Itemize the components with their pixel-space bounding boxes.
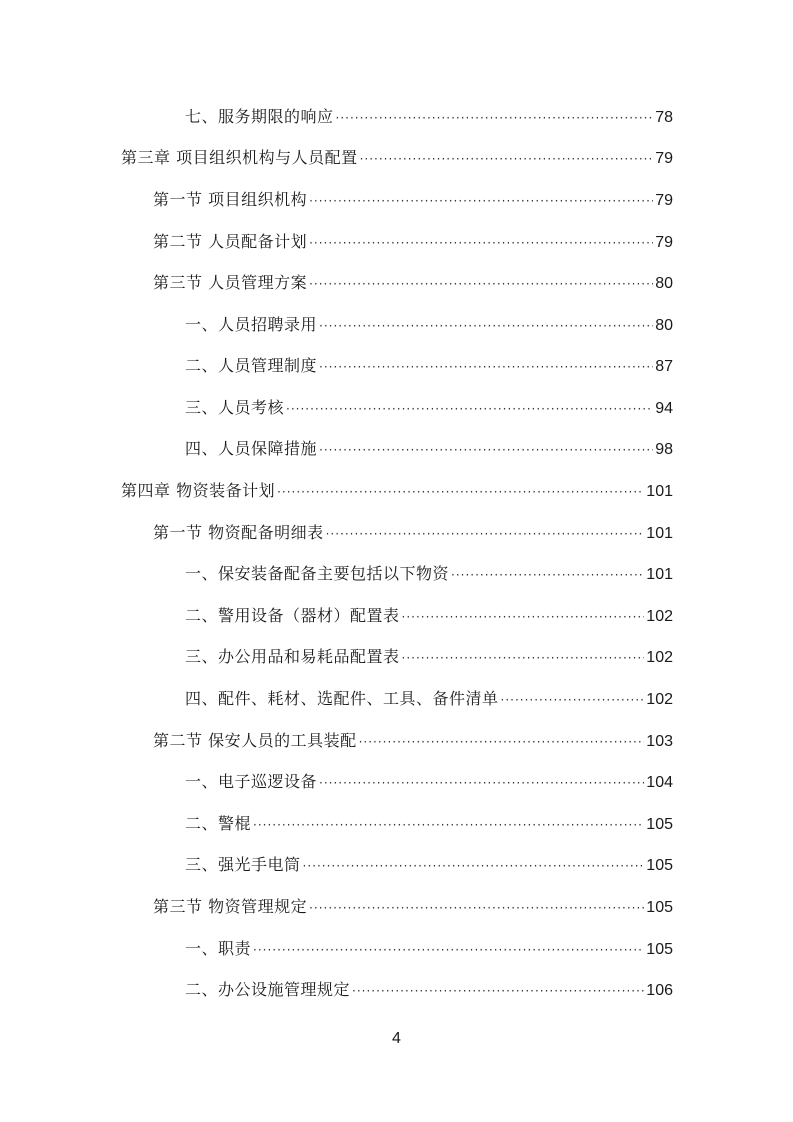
toc-entry-title: 二、人员管理制度: [185, 356, 318, 375]
toc-entry[interactable]: [185, 768, 673, 796]
toc-entry[interactable]: [185, 352, 673, 380]
toc-entry-title: 第二节 保安人员的工具装配: [153, 731, 357, 750]
toc-entry-page: 79: [655, 192, 673, 209]
toc-entry-page: 102: [646, 608, 673, 625]
dot-leader: [319, 353, 653, 381]
toc-entry-page: 102: [646, 649, 673, 666]
toc-entry[interactable]: [153, 186, 673, 214]
toc-entry-page: 79: [655, 150, 673, 167]
toc-entry-title: 四、人员保障措施: [185, 439, 318, 458]
dot-leader: [402, 603, 645, 631]
toc-entry-title: 三、人员考核: [185, 398, 285, 417]
dot-leader: [501, 686, 645, 714]
toc-entry-title: 一、人员招聘录用: [185, 315, 318, 334]
toc-entry[interactable]: [153, 727, 673, 755]
toc-entry[interactable]: [185, 394, 673, 422]
toc-entry[interactable]: [153, 228, 673, 256]
dot-leader: [253, 811, 644, 839]
toc-entry-page: 80: [655, 275, 673, 292]
toc-entry[interactable]: [185, 810, 673, 838]
toc-entry-page: 102: [646, 691, 673, 708]
toc-entry-page: 104: [646, 774, 673, 791]
dot-leader: [319, 312, 653, 340]
dot-leader: [319, 436, 653, 464]
toc-entry-title: 二、警棍: [185, 814, 252, 833]
dot-leader: [303, 852, 645, 880]
toc-entry[interactable]: [185, 103, 673, 131]
toc-entry-title: 一、电子巡逻设备: [185, 772, 318, 791]
toc-entry-title: 第四章 物资装备计划: [121, 481, 276, 500]
toc-entry-title: 第一节 物资配备明细表: [153, 523, 324, 542]
dot-leader: [402, 644, 645, 672]
toc-entry-title: 三、办公用品和易耗品配置表: [185, 647, 400, 666]
toc-entry-title: 第三节 人员管理方案: [153, 273, 308, 292]
toc-entry[interactable]: [185, 435, 673, 463]
dot-leader: [309, 229, 653, 257]
dot-leader: [286, 395, 653, 423]
toc-entry-page: 98: [655, 441, 673, 458]
toc-entry[interactable]: [185, 935, 673, 963]
toc-entry-page: 106: [646, 982, 673, 999]
toc-entry-page: 105: [646, 941, 673, 958]
toc-entry-page: 80: [655, 317, 673, 334]
dot-leader: [360, 145, 654, 173]
dot-leader: [277, 478, 644, 506]
dot-leader: [336, 104, 654, 132]
toc-entry-title: 二、警用设备（器材）配置表: [185, 606, 400, 625]
dot-leader: [359, 728, 645, 756]
toc-entry[interactable]: [185, 602, 673, 630]
toc-entry[interactable]: [185, 976, 673, 1004]
dot-leader: [319, 769, 644, 797]
dot-leader: [451, 561, 644, 589]
toc-entry-page: 105: [646, 899, 673, 916]
dot-leader: [309, 187, 653, 215]
toc-entry-title: 七、服务期限的响应: [185, 107, 334, 126]
toc-entry-title: 第二节 人员配备计划: [153, 232, 308, 251]
toc-entry[interactable]: [153, 893, 673, 921]
toc-entry[interactable]: [153, 269, 673, 297]
toc-entry[interactable]: [121, 477, 673, 505]
toc-entry-title: 第三章 项目组织机构与人员配置: [121, 148, 358, 167]
dot-leader: [253, 936, 644, 964]
toc-entry-page: 94: [655, 400, 673, 417]
toc-entry-page: 78: [655, 109, 673, 126]
toc-entry-title: 一、职责: [185, 939, 252, 958]
toc-entry-title: 二、办公设施管理规定: [185, 980, 351, 999]
toc-entry-page: 101: [646, 566, 673, 583]
toc-entry-page: 105: [646, 816, 673, 833]
toc-entry[interactable]: [185, 851, 673, 879]
toc-entry-title: 四、配件、耗材、选配件、工具、备件清单: [185, 689, 499, 708]
toc-entry[interactable]: [121, 144, 673, 172]
dot-leader: [352, 977, 644, 1005]
dot-leader: [309, 894, 644, 922]
toc-entry[interactable]: [185, 311, 673, 339]
toc-entry-title: 第三节 物资管理规定: [153, 897, 308, 916]
toc-entry-page: 79: [655, 234, 673, 251]
toc-entry-title: 第一节 项目组织机构: [153, 190, 308, 209]
toc-entry-page: 101: [646, 483, 673, 500]
toc-entry[interactable]: [185, 643, 673, 671]
toc-entry-page: 105: [646, 857, 673, 874]
page-number: 4: [392, 1030, 401, 1047]
toc-entry[interactable]: [185, 560, 673, 588]
toc-entry-page: 101: [646, 525, 673, 542]
toc-entry-title: 三、强光手电筒: [185, 855, 301, 874]
toc-entry-page: 87: [655, 358, 673, 375]
toc-entry[interactable]: [153, 519, 673, 547]
toc-entry-title: 一、保安装备配备主要包括以下物资: [185, 564, 450, 583]
toc-entry[interactable]: [185, 685, 673, 713]
toc-entry-page: 103: [646, 733, 673, 750]
dot-leader: [309, 270, 653, 298]
dot-leader: [326, 520, 645, 548]
